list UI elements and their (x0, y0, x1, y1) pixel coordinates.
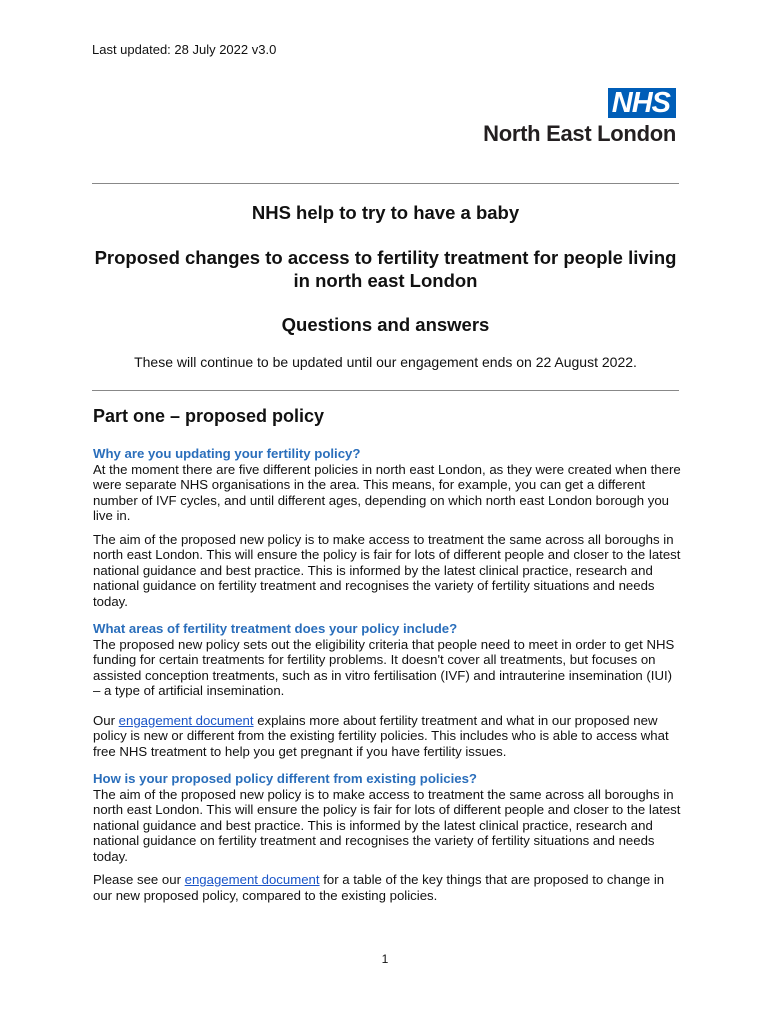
qa-content (93, 446, 683, 915)
answer-paragraph: The aim of the proposed new policy is to make access to treatment the same across all boroughs in north east London. This will ensure the policy is fair for lots of different people and closer to the latest national guidance and best practice. This is informed by the latest clinical practice, research and national guidance on fertility treatment and recognises the variety of fertility situations and needs today. (93, 786, 681, 864)
answer-paragraph: At the moment there are five different policies in north east London, as they were created when there were separate NHS organisations in the area. This means, for example, you can get a different number of IVF cycles, and until different ages, depending on which north east London borough you live in. (93, 461, 681, 523)
text-span: Our (93, 712, 119, 728)
answer-paragraph (93, 872, 683, 903)
nhs-logo-mark: NHS (608, 88, 676, 118)
nhs-logo (476, 88, 676, 147)
last-updated-text: Last updated: 28 July 2022 v3.0 (92, 42, 277, 57)
page-subtitle: Proposed changes to access to fertility treatment for people living in north east London (94, 247, 677, 291)
divider-top (92, 183, 679, 184)
answer-paragraph: The aim of the proposed new policy is to make access to treatment the same across all boroughs in north east London. This will ensure the policy is fair for lots of different people and closer to the latest national guidance and best practice. This is informed by the latest clinical practice, research and national guidance on fertility treatment and recognises the variety of fertility situations and needs today. (93, 531, 681, 609)
text-span: for a table of the key things that are proposed to change in our new proposed policy, compared to the existing policies. (93, 872, 665, 903)
section-title-qa: Questions and answers (281, 314, 490, 335)
page-title: NHS help to try to have a baby (251, 202, 520, 223)
engagement-document-link[interactable]: engagement document (118, 712, 254, 728)
part-one-heading: Part one – proposed policy (93, 406, 325, 426)
engagement-document-link[interactable]: engagement document (184, 872, 320, 887)
divider-middle (92, 390, 679, 391)
organisation-name: North East London (483, 121, 676, 146)
text-span: Please see our (93, 872, 185, 887)
question-heading: Why are you updating your fertility policy? (93, 446, 361, 461)
qa-section-why-updating (93, 446, 683, 609)
text-span: explains more about fertility treatment and what in our proposed new policy is new or different from the existing fertility policies. This includes who is able to access what free NHS treatment to help you get pregnant if you have fertility issues. (93, 712, 669, 759)
qa-section-policy-differences (93, 771, 683, 903)
answer-paragraph (93, 713, 683, 760)
page-number: 1 (381, 952, 389, 966)
qa-section-treatment-areas (93, 621, 683, 759)
question-heading: How is your proposed policy different from existing policies? (93, 771, 477, 786)
question-heading: What areas of fertility treatment does your policy include? (93, 621, 458, 636)
intro-text: These will continue to be updated until our engagement ends on 22 August 2022. (134, 354, 637, 370)
answer-paragraph: The proposed new policy sets out the eligibility criteria that people need to meet in order to get NHS funding for certain treatments for fertility problems. It doesn't cover all treatments, but focuses on assisted conception treatments, such as in vitro fertilisation (IVF) and intrauterine insemination (IUI) – a type of artificial insemination. (93, 636, 675, 698)
